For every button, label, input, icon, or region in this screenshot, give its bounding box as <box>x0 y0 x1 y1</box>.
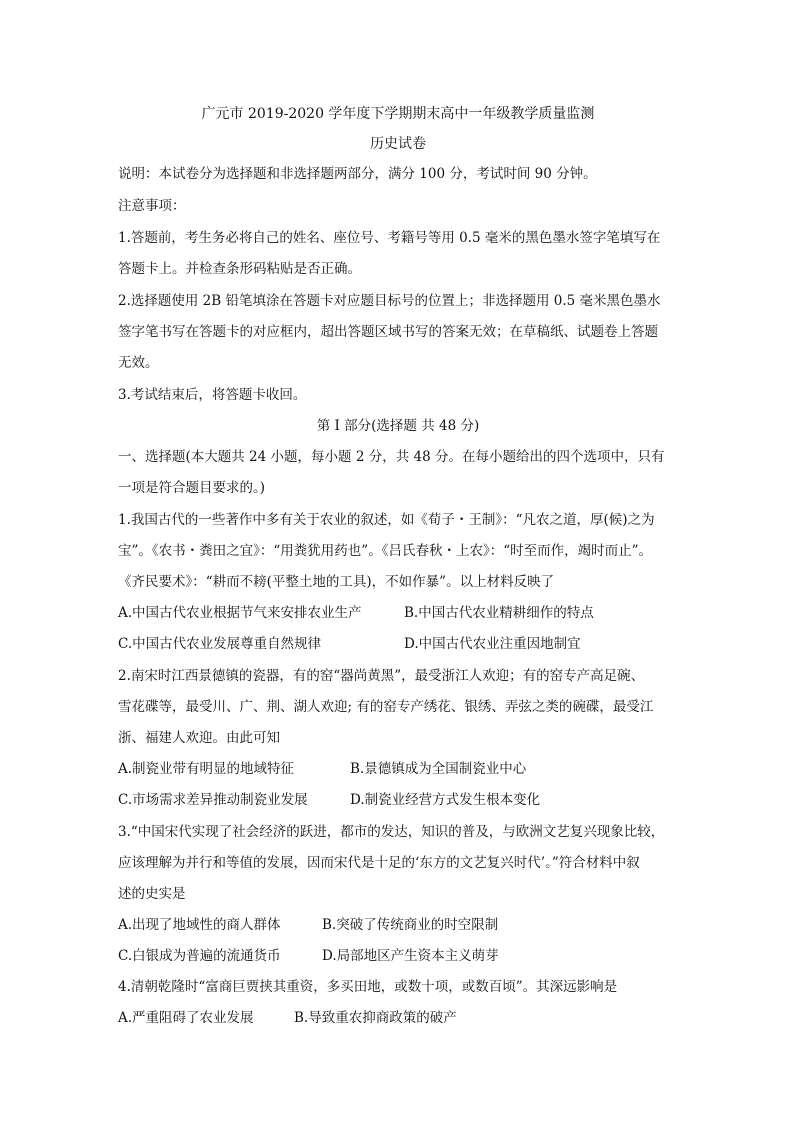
q2-stem-line-1: 2.南宋时江西景德镇的瓷器，有的窑“器尚黄黑”，最受浙江人欢迎；有的窑专产高足碗、 <box>118 668 645 684</box>
section-intro-line-1: 一、选择题(本大题共 24 小题，每小题 2 分，共 48 分。在每小题给出的四个选项中，只有 <box>118 449 665 465</box>
note-1-line-1: 1.答题前，考生务必将自己的姓名、座位号、考籍号等用 0.5 毫米的黑色墨水签字笔填写在 <box>118 230 661 246</box>
exam-title: 广元市 2019-2020 学年度下学期期末高中一年级教学质量监测 <box>201 106 595 122</box>
q4-option-a: A.严重阻碍了农业发展 <box>118 1010 254 1026</box>
q3-option-a: A.出现了地域性的商人群体 <box>118 917 281 933</box>
q1-option-c: C.中国古代农业发展尊重自然规律 <box>118 636 322 652</box>
q3-option-c: C.白银成为普遍的流通货币 <box>118 948 281 964</box>
q3-stem-line-1: 3.“中国宋代实现了社会经济的跃进，都市的发达，知识的普及，与欧洲文艺复兴现象比较， <box>118 824 665 840</box>
q2-option-b: B.景德镇成为全国制瓷业中心 <box>350 761 527 777</box>
q1-option-b: B.中国古代农业精耕细作的特点 <box>404 605 594 621</box>
notes-heading: 注意事项： <box>118 198 186 214</box>
q3-option-b: B.突破了传统商业的时空限制 <box>322 917 499 933</box>
note-2-line-2: 签字笔书写在答题卡的对应框内，超出答题区域书写的答案无效；在草稿纸、试题卷上答题 <box>118 324 658 340</box>
section-intro-line-2: 一项是符合题目要求的。) <box>118 480 266 496</box>
note-2-line-3: 无效。 <box>118 355 159 371</box>
note-1-line-2: 答题卡上。并检查条形码粘贴是否正确。 <box>118 261 361 277</box>
q3-option-d: D.局部地区产生资本主义萌芽 <box>322 948 499 964</box>
q4-option-b: B.导致重农抑商政策的破产 <box>294 1010 457 1026</box>
q1-stem-line-3: 《齐民要术》：“耕而不耪(平整土地的工具)，不如作暴”。以上材料反映了 <box>118 574 555 590</box>
q2-stem-line-3: 浙、福建人欢迎。由此可知 <box>118 730 280 746</box>
q2-option-d: D.制瓷业经营方式发生根本变化 <box>350 792 541 808</box>
q2-option-c: C.市场需求差异推动制瓷业发展 <box>118 792 308 808</box>
part-1-heading: 第 I 部分(选择题 共 48 分) <box>316 418 480 434</box>
note-2-line-1: 2.选择题使用 2B 铅笔填涂在答题卡对应题目标号的位置上；非选择题用 0.5 毫米黑色墨水 <box>118 293 661 309</box>
q1-stem-line-1: 1.我国古代的一些著作中多有关于农业的叙述，如《荀子・王制》：“凡农之道，厚(候)之为 <box>118 512 655 528</box>
q2-option-a: A.制瓷业带有明显的地域特征 <box>118 761 295 777</box>
note-3: 3.考试结束后，将答题卡收回。 <box>118 387 307 403</box>
q3-stem-line-3: 述的史实是 <box>118 886 186 902</box>
q1-option-d: D.中国古代农业注重因地制宜 <box>404 636 581 652</box>
q1-option-a: A.中国古代农业根据节气来安排农业生产 <box>118 605 362 621</box>
instructions-intro: 说明：本试卷分为选择题和非选择题两部分，满分 100 分，考试时间 90 分钟。 <box>118 166 597 182</box>
q2-stem-line-2: 雪花碟等，最受川、广、荆、湖人欢迎; 有的窑专产绣花、银绣、弄弦之类的碗碟，最受江 <box>118 699 654 715</box>
q4-stem-line-1: 4.清朝乾隆时“富商巨贾挟其重资，多买田地，或数十项，或数百顷”。其深远影响是 <box>118 979 618 995</box>
q3-stem-line-2: 应该理解为并行和等值的发展，因而宋代是十足的‘东方的文艺复兴时代’。”符合材料中叙 <box>118 855 640 871</box>
exam-subtitle: 历史试卷 <box>370 136 426 152</box>
q1-stem-line-2: 宝”。《农书・粪田之宜》：“用粪犹用药也”。《吕氏春秋・上农》：“时至而作，竭时而止”。 <box>118 543 653 559</box>
